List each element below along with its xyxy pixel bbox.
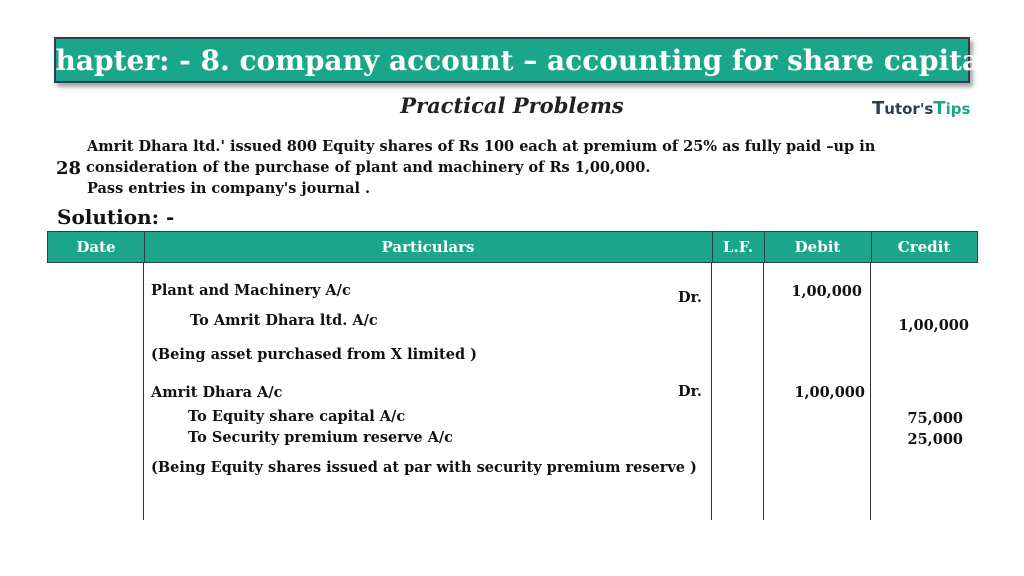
credit-account: To Amrit Dhara ltd. A/c — [190, 312, 378, 329]
question-line: Pass entries in company's journal . — [87, 180, 371, 197]
header-credit: Credit — [897, 238, 951, 256]
credit-amount: 1,00,000 — [898, 317, 969, 334]
chapter-title-banner — [33, 37, 991, 83]
credit-amount: 25,000 — [907, 431, 963, 448]
column-divider — [870, 263, 871, 520]
header-debit: Debit — [794, 238, 841, 256]
credit-account: To Equity share capital A/c — [188, 408, 406, 425]
narration: (Being asset purchased from X limited ) — [151, 346, 478, 363]
header-divider — [144, 232, 145, 262]
header-lf: L.F. — [722, 238, 754, 256]
debit-amount: 1,00,000 — [794, 384, 865, 401]
debit-account: Plant and Machinery A/c — [151, 282, 351, 299]
question-text — [87, 136, 875, 199]
tutors-tips-logo: T utor's T ips — [872, 98, 971, 119]
credit-amount: 75,000 — [907, 410, 963, 427]
chapter-title: Chapter: - 8. company account – accounting for share capital — [33, 43, 991, 77]
debit-account: Amrit Dhara A/c — [151, 384, 283, 401]
header-divider — [871, 232, 872, 262]
question-number: 28 — [56, 158, 82, 179]
header-date: Date — [76, 238, 116, 256]
debit-amount: 1,00,000 — [791, 283, 862, 300]
dr-label: Dr. — [678, 289, 702, 306]
solution-label: Solution: - — [57, 205, 175, 229]
journal-table-header — [47, 231, 978, 263]
header-divider — [712, 232, 713, 262]
column-divider — [143, 263, 144, 520]
question-line: Amrit Dhara ltd.' issued 800 Equity shares of Rs 100 each at premium of 25% as fully paid –up in — [87, 138, 876, 155]
header-particulars: Particulars — [381, 238, 475, 256]
credit-account: To Security premium reserve A/c — [188, 429, 453, 446]
question-line: consideration of the purchase of plant and machinery of Rs 1,00,000. — [86, 159, 651, 176]
page-subtitle: Practical Problems — [400, 93, 624, 118]
column-divider — [711, 263, 712, 520]
column-divider — [763, 263, 764, 520]
narration: (Being Equity shares issued at par with security premium reserve ) — [151, 459, 697, 476]
header-divider — [764, 232, 765, 262]
dr-label: Dr. — [678, 383, 702, 400]
